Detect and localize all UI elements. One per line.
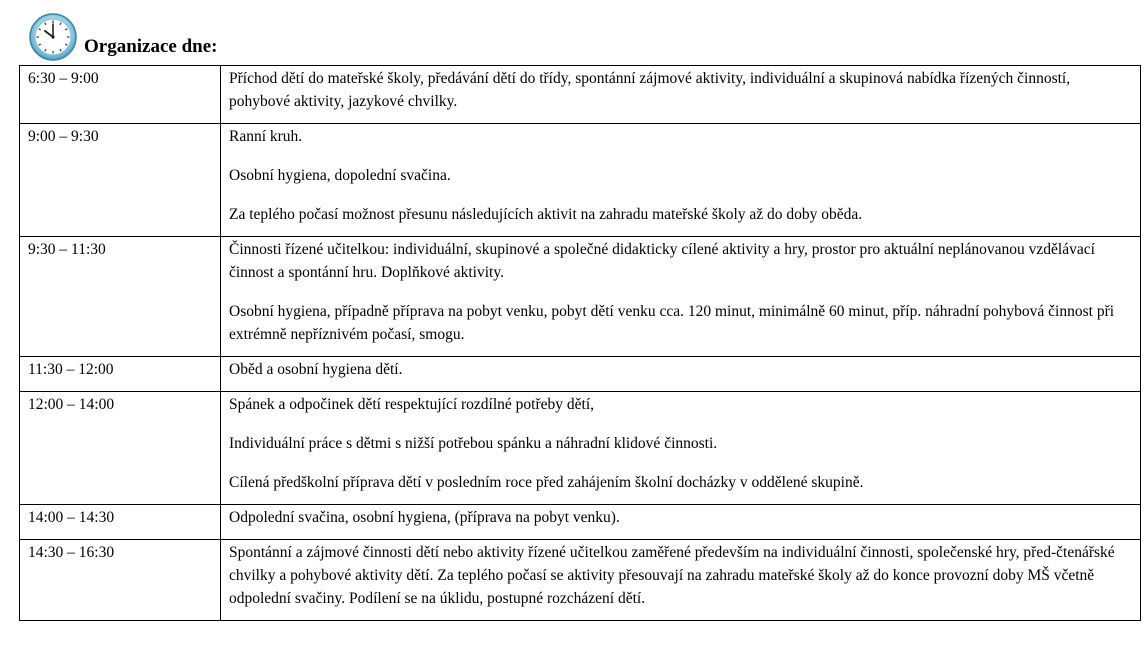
activity-paragraph: Cílená předškolní příprava dětí v posledním roce před zahájením školní docházky v oddělené skupině.: [229, 474, 864, 491]
schedule-row: [20, 392, 1141, 505]
page-title: Organizace dne:: [84, 36, 218, 57]
activity-cell: [221, 124, 1141, 237]
activity-paragraph: Spánek a odpočinek dětí respektující rozdílné potřeby dětí,: [229, 396, 594, 413]
time-slot: 9:30 – 11:30: [20, 237, 221, 357]
activity-paragraph: Spontánní a zájmové činnosti dětí nebo aktivity řízené učitelkou zaměřené především na individuální činnosti, společenské hry, před-čtenářské chvilky a pohybové aktivity dětí. Za teplého počasí se aktivity přesouvají na zahradu mateřské školy až do konce provozní doby MŠ včetně odpolední svačiny. Podílení se na úklidu, postupné rozcházení dětí.: [229, 544, 1115, 607]
activity-cell: [221, 392, 1141, 505]
activity-paragraph: Činnosti řízené učitelkou: individuální, skupinové a společné didakticky cílené aktivity a hry, prostor pro aktuální neplánovanou vzdělávací činnost a spontánní hru. Doplňkové aktivity.: [229, 241, 1095, 281]
activity-paragraph: Osobní hygiena, dopolední svačina.: [229, 167, 451, 184]
schedule-row: [20, 540, 1141, 621]
activity-paragraph: Individuální práce s dětmi s nižší potřebou spánku a náhradní klidové činnosti.: [229, 435, 718, 452]
section-heading: [28, 2, 218, 62]
activity-cell: [221, 237, 1141, 357]
time-slot: 14:30 – 16:30: [20, 540, 221, 621]
activity-paragraph: Osobní hygiena, případně příprava na pobyt venku, pobyt dětí venku cca. 120 minut, minimálně 60 minut, příp. náhradní pohybová činnost při extrémně nepříznivém počasí, smogu.: [229, 303, 1115, 343]
schedule-row: [20, 66, 1141, 124]
schedule-body: [20, 66, 1141, 621]
schedule-row: [20, 237, 1141, 357]
schedule-row: [20, 505, 1141, 540]
activity-paragraph: Odpolední svačina, osobní hygiena, (příprava na pobyt venku).: [229, 509, 620, 526]
activity-cell: [221, 505, 1141, 540]
time-slot: 14:00 – 14:30: [20, 505, 221, 540]
time-slot: 11:30 – 12:00: [20, 357, 221, 392]
activity-cell: [221, 357, 1141, 392]
time-slot: 6:30 – 9:00: [20, 66, 221, 124]
time-slot: 9:00 – 9:30: [20, 124, 221, 237]
daily-schedule-table: [19, 65, 1141, 621]
schedule-row: [20, 124, 1141, 237]
activity-paragraph: Za teplého počasí možnost přesunu následujících aktivit na zahradu mateřské školy až do doby oběda.: [229, 206, 863, 223]
clock-icon: [28, 12, 78, 62]
activity-cell: [221, 540, 1141, 621]
activity-cell: [221, 66, 1141, 124]
time-slot: 12:00 – 14:00: [20, 392, 221, 505]
activity-paragraph: Příchod dětí do mateřské školy, předávání dětí do třídy, spontánní zájmové aktivity, individuální a skupinová nabídka řízených činností, pohybové aktivity, jazykové chvilky.: [229, 70, 1071, 110]
schedule-row: [20, 357, 1141, 392]
activity-paragraph: Ranní kruh.: [229, 128, 303, 145]
activity-paragraph: Oběd a osobní hygiena dětí.: [229, 361, 403, 378]
